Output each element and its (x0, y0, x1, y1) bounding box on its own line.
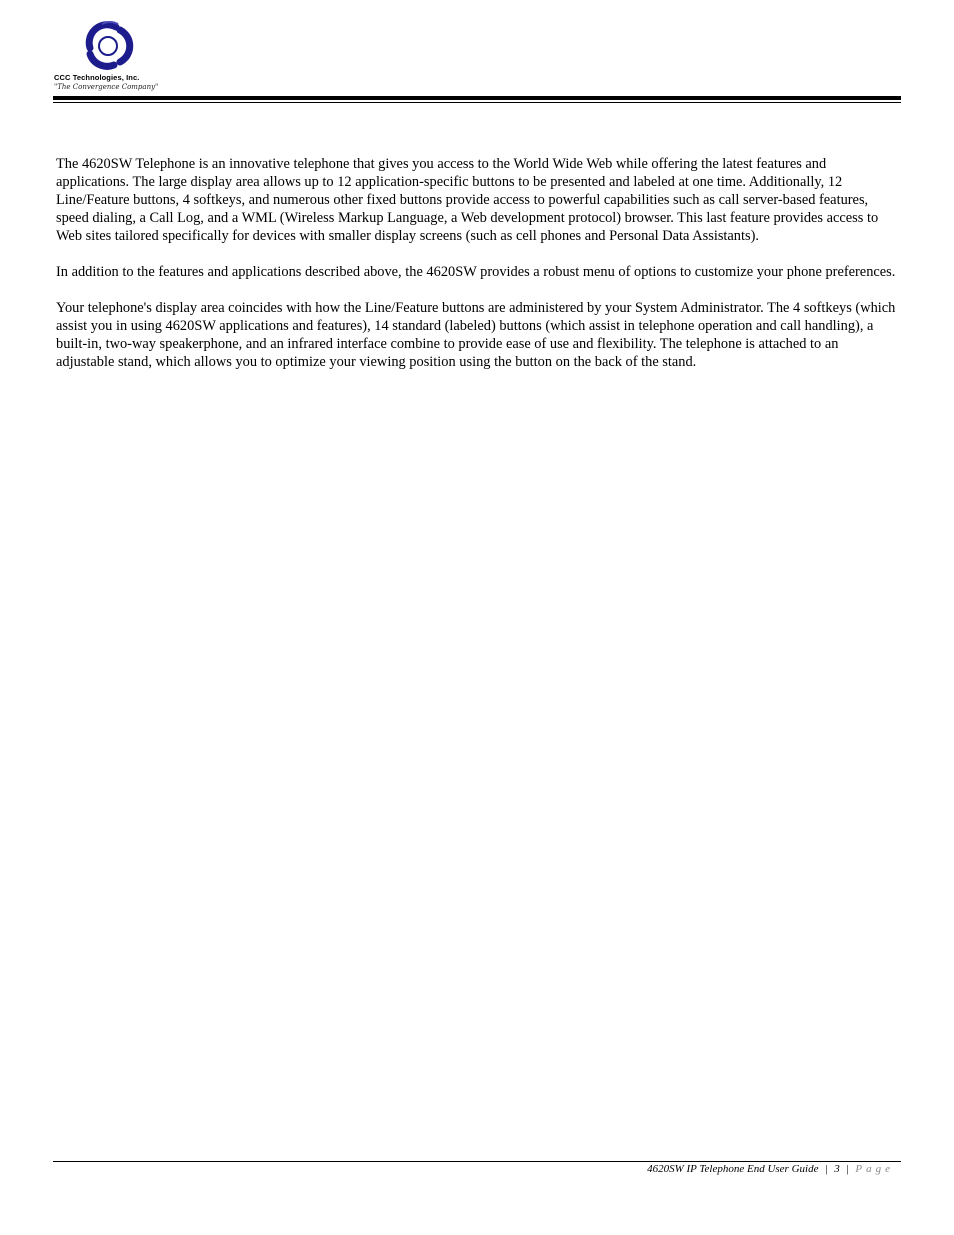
page-header (0, 0, 954, 110)
company-tagline: "The Convergence Company" (54, 83, 159, 91)
paragraph-intro: The 4620SW Telephone is an innovative telephone that gives you access to the World Wide Web while offering the latest features and applications. The large display area allows up to 12 application-specific buttons to be presented and labeled at one time. Additionally, 12 Line/Feature buttons, 4 softkeys, and numerous other fixed buttons provide access to powerful capabilities such as call server-based features, speed dialing, a Call Log, and a WML (Wireless Markup Language, a Web development protocol) browser. This last feature provides access to Web sites tailored specifically for devices with smaller display screens (such as cell phones and Personal Data Assistants). (56, 156, 879, 244)
swirl-logo-icon (80, 18, 136, 74)
header-divider-thick (53, 96, 901, 100)
footer-page-number: 3 (834, 1163, 840, 1175)
paragraph-display-area: Your telephone's display area coincides with how the Line/Feature buttons are administered by your System Administrator. The 4 softkeys (which assist you in using 4620SW applications and features), 14 standard (labeled) buttons (which assist in telephone operation and call handling), a built-in, two-way speakerphone, and an infrared interface combine to provide ease of use and flexibility. The telephone is attached to an adjustable stand, which allows you to optimize your viewing position using the button on the back of the stand. (56, 300, 896, 370)
page-footer (647, 1163, 894, 1175)
header-divider-thin (53, 102, 901, 103)
paragraph-menu-options: In addition to the features and applications described above, the 4620SW provides a robust menu of options to customize your phone preferences. (56, 264, 896, 280)
company-logo (54, 18, 164, 98)
footer-page-label: Page (855, 1163, 894, 1175)
footer-separator-2: | (846, 1163, 849, 1175)
footer-separator: | (825, 1163, 828, 1175)
footer-doc-title: 4620SW IP Telephone End User Guide (647, 1163, 819, 1175)
document-body (56, 155, 898, 389)
company-name: CCC Technologies, Inc. (54, 73, 140, 82)
footer-divider (53, 1161, 901, 1162)
